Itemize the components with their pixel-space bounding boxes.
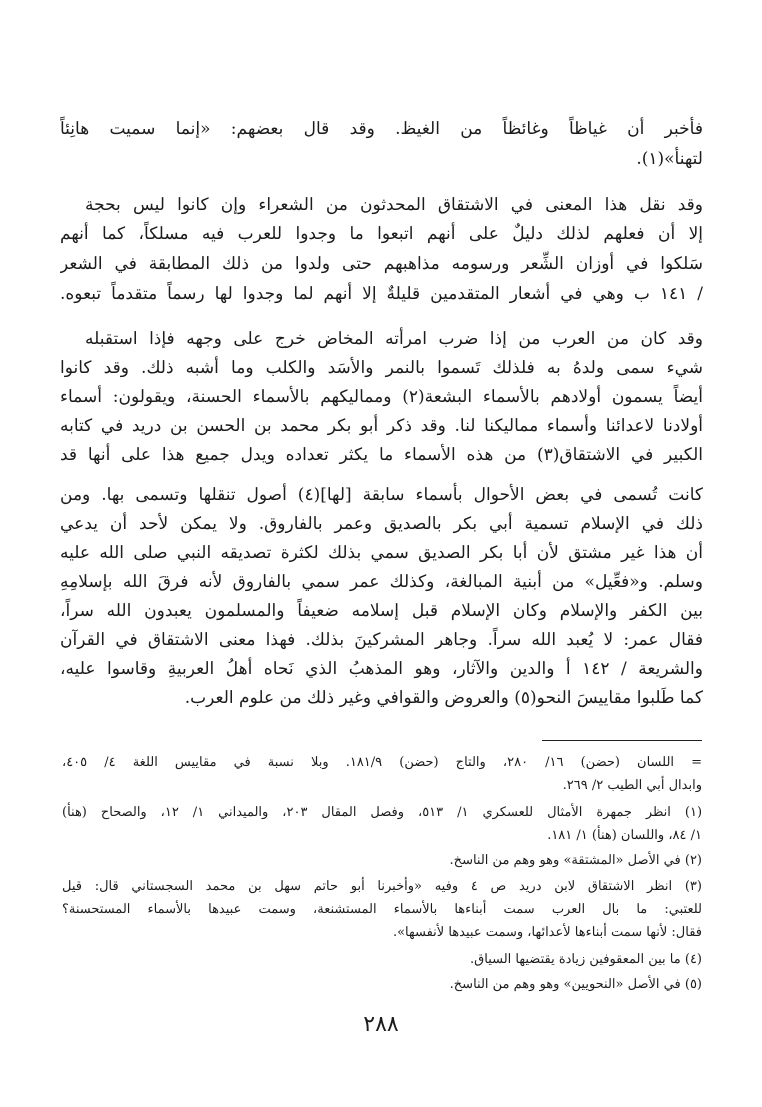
footnote-separator bbox=[542, 740, 702, 741]
body-line: إلا أن فعلهم لذلك دليلٌ على أنهم اتبعوا ما وجدوا للعرب فيه مسلكاً، كما أنهم bbox=[60, 224, 703, 244]
body-line: كما طَلبوا مقاييسَ النحو(٥) والعروض والقوافي وغير ذلك من علوم العرب. bbox=[184, 688, 703, 708]
body-line: أن هذا غير مشتق لأن أبا بكر الصديق سمي بذلك لكثرة تصديقه النبي صلى الله عليه bbox=[60, 543, 703, 563]
body-line: فقال عمر: لا يُعبد الله سراً. وجاهر المشركينَ بذلك. فهذا معنى الاشتقاق في القرآن bbox=[60, 630, 703, 650]
footnote-line: ١/ ٨٤، واللسان (هنأ) ١/ ١٨١. bbox=[547, 828, 702, 843]
body-line: شيء سمى ولدهُ به فلذلك تَسموا بالنمر والأسَد والكلب وما أشبه ذلك. وقد كانوا bbox=[60, 358, 703, 378]
body-line: الكبير في الاشتقاق(٣) من هذه الأسماء ما يكثر تعداده ويدل جميع هذا على أنها قد bbox=[60, 445, 703, 465]
footnote-line: (٤) ما بين المعقوفين زيادة يقتضيها السياق. bbox=[470, 952, 702, 967]
body-line: وسلم. و«فعِّيل» من أبنية المبالغة، وكذلك عمر سمي بالفاروق لأنه فرقَ الله بإسلامِهِ bbox=[60, 572, 703, 592]
body-line: والشريعة / ١٤٢ أ والدين والآثار، وهو المذهبُ الذي نَحاه أهلُ العربيةِ وقاسوا عليه، bbox=[60, 659, 703, 679]
footnote-line: (٢) في الأصل «المشتقة» وهو وهم من الناسخ. bbox=[449, 853, 702, 868]
body-line: أيضاً يسمون أولادهم بالأسماء البشعة(٢) ومماليكهم بالأسماء الحسنة، ويقولون: أسماء bbox=[60, 387, 703, 407]
footnote-line: وابدال أبي الطيب ٢/ ٢٦٩. bbox=[562, 778, 702, 793]
footnote-line: للعتبي: ما بال العرب سمت أبناءها بالأسماء المستشنعة، وسمت عبيدها بالأسماء المستحسنة؟ bbox=[62, 902, 702, 917]
body-line: كانت تُسمى في بعض الأحوال بأسماء سابقة [لها](٤) أصول تنقلها وتسمى بها. ومن bbox=[60, 485, 703, 505]
footnote-line: (٣) انظر الاشتقاق لابن دريد ص ٤ وفيه «وأخبرنا أبو حاتم سهل بن محمد السجستاني قال: قيل bbox=[62, 879, 702, 894]
body-line: بين الكفر والإسلام وكان الإسلام قبل إسلامه ضعيفاً والمسلمون يعبدون الله سراً، bbox=[60, 601, 703, 621]
body-line: لتهنأ»(١). bbox=[636, 149, 703, 169]
body-line: أولادنا لاعدائنا وأسماء مماليكنا لنا. وقد ذكر أبو بكر محمد بن الحسن بن دريد في كتابه bbox=[60, 416, 703, 436]
body-line: سَلكوا في أوزان الشِّعر ورسومه مذاهبهم حتى ولدوا من ذلك المطابقة في الشعر bbox=[60, 254, 703, 274]
page-number: ٢٨٨ bbox=[363, 1012, 399, 1037]
body-line: فأخبر أن غياظاً وغائظاً من الغيظ. وقد قال بعضهم: «إنما سميت هانِئاً bbox=[60, 119, 703, 139]
body-line: / ١٤١ ب وهي في أشعار المتقدمين قليلةٌ إلا أنهم لما وجدوا لها رسماً متقدماً تبعوه. bbox=[60, 284, 703, 304]
body-line: وقد كان من العرب من إذا ضرب امرأته المخاض خرج على وجهه فإذا استقبله bbox=[85, 329, 703, 349]
body-line: وقد نقل هذا المعنى في الاشتقاق المحدثون من الشعراء وإن كانوا ليس بحجة bbox=[85, 195, 703, 215]
footnote-line: = اللسان (حضن) ١٦/ ٢٨٠، والتاج (حضن) ١٨١/٩. وبلا نسبة في مقاييس اللغة ٤/ ٤٠٥، bbox=[62, 755, 702, 770]
body-line: ذلك في الإسلام تسمية أبي بكر بالصديق وعمر بالفاروق. ولا يمكن لأحد أن يدعي bbox=[60, 514, 703, 534]
footnote-line: (٥) في الأصل «النحويين» وهو وهم من الناسخ. bbox=[449, 977, 702, 992]
footnote-line: فقال: لأنها سمت أبناءها لأعدائها، وسمت عبيدها لأنفسها». bbox=[392, 925, 702, 940]
footnote-line: (١) انظر جمهرة الأمثال للعسكري ١/ ٥١٣، وفصل المقال ٢٠٣، والميداني ١/ ١٢، والصحاح (هنأ) bbox=[62, 805, 702, 820]
